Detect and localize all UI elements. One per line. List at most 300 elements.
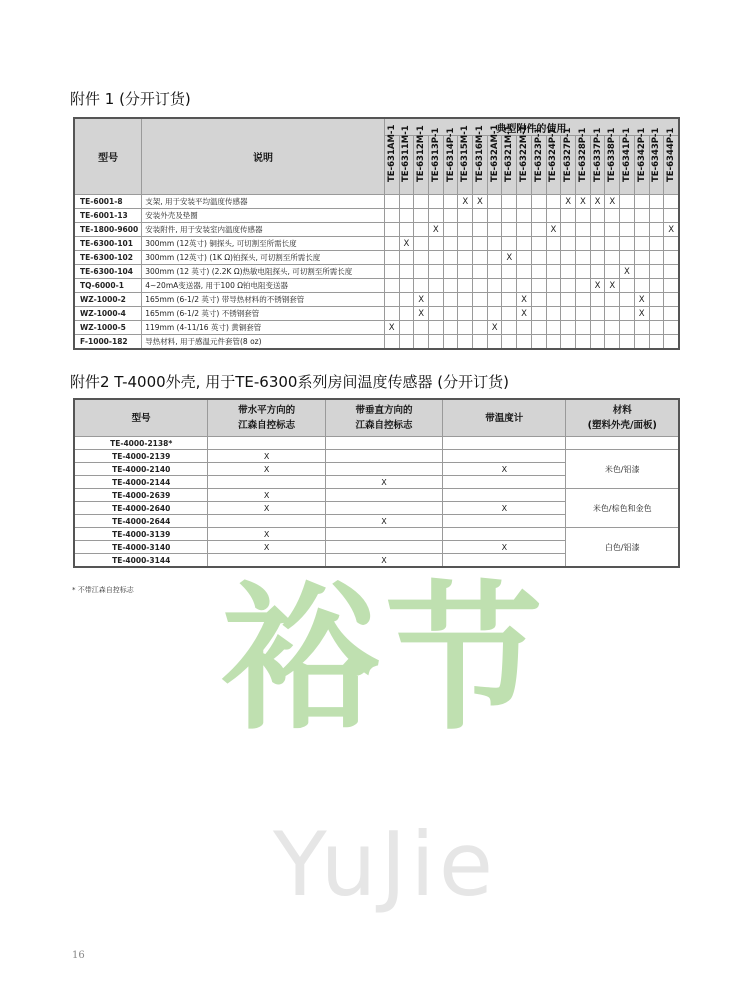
table-row xyxy=(74,437,679,450)
mark-cell xyxy=(399,279,414,293)
table-row xyxy=(74,209,679,223)
model-cell: TE-4000-2639 xyxy=(74,489,208,502)
model-cell: WZ-1000-2 xyxy=(74,293,142,307)
table-row xyxy=(74,450,679,463)
description-cell: 119mm (4-11/16 英寸) 黄铜套管 xyxy=(142,321,385,335)
page-number: 16 xyxy=(72,950,85,961)
mark-cell xyxy=(517,335,532,350)
thermometer-cell: X xyxy=(443,463,566,476)
mark-cell xyxy=(458,223,473,237)
mark-cell xyxy=(487,307,502,321)
material-cell xyxy=(566,437,679,450)
mark-cell xyxy=(473,237,488,251)
mark-cell xyxy=(399,209,414,223)
mark-cell xyxy=(664,209,679,223)
watermark-latin-text: YuJie xyxy=(273,813,497,916)
mark-cell xyxy=(458,209,473,223)
mark-cell xyxy=(546,279,561,293)
accessories-table-2 xyxy=(73,398,680,568)
column-label: TE-6313P-1 xyxy=(430,127,441,182)
mark-cell xyxy=(576,335,591,350)
table-row xyxy=(74,251,679,265)
description-cell: 安装附件, 用于安装室内温度传感器 xyxy=(142,223,385,237)
table1-column-header xyxy=(664,127,679,195)
mark-cell xyxy=(399,335,414,350)
mark-cell xyxy=(384,335,399,350)
column-label: TE-632AM-1 xyxy=(489,124,500,182)
thermometer-cell xyxy=(443,489,566,502)
mark-cell xyxy=(487,279,502,293)
mark-cell xyxy=(487,335,502,350)
mark-cell xyxy=(605,209,620,223)
mark-cell xyxy=(443,293,458,307)
mark-cell: X xyxy=(590,195,605,209)
mark-cell xyxy=(443,265,458,279)
mark-cell xyxy=(487,209,502,223)
thermometer-cell: X xyxy=(443,541,566,554)
description-cell: 165mm (6-1/2 英寸) 带导热材料的不锈钢套管 xyxy=(142,293,385,307)
mark-cell xyxy=(443,335,458,350)
mark-cell xyxy=(605,223,620,237)
table1-column-header xyxy=(576,127,591,195)
table1-column-header xyxy=(620,127,635,195)
mark-cell: X xyxy=(487,321,502,335)
mark-cell xyxy=(590,335,605,350)
table1-header-description: 说明 xyxy=(142,118,385,195)
column-label: TE-6327P-1 xyxy=(563,127,574,182)
mark-cell xyxy=(428,293,443,307)
table1-header-model: 型号 xyxy=(74,118,142,195)
vertical-logo-cell: X xyxy=(325,515,442,528)
mark-cell xyxy=(561,293,576,307)
table2-header-model: 型号 xyxy=(74,399,208,437)
horizontal-logo-cell: X xyxy=(208,450,325,463)
mark-cell xyxy=(517,237,532,251)
column-label: TE-6311M-1 xyxy=(401,125,412,182)
model-cell: TE-6300-101 xyxy=(74,237,142,251)
table2-header-thermometer: 带温度计 xyxy=(443,399,566,437)
mark-cell xyxy=(649,209,664,223)
mark-cell xyxy=(546,307,561,321)
header-line: (塑料外壳/面板) xyxy=(587,420,657,431)
table1-column-header xyxy=(458,125,473,195)
mark-cell xyxy=(458,279,473,293)
mark-cell xyxy=(384,209,399,223)
mark-cell xyxy=(458,237,473,251)
mark-cell xyxy=(620,223,635,237)
mark-cell xyxy=(428,279,443,293)
mark-cell xyxy=(487,223,502,237)
mark-cell xyxy=(502,293,517,307)
mark-cell xyxy=(443,307,458,321)
vertical-logo-cell: X xyxy=(325,554,442,568)
column-label: TE-6338P-1 xyxy=(607,127,618,182)
table1-column-header xyxy=(487,124,502,195)
mark-cell xyxy=(384,251,399,265)
mark-cell xyxy=(473,293,488,307)
mark-cell: X xyxy=(664,223,679,237)
material-cell: 白色/铝漆 xyxy=(566,528,679,568)
mark-cell xyxy=(384,307,399,321)
description-cell: 安装外壳及垫圈 xyxy=(142,209,385,223)
mark-cell xyxy=(428,265,443,279)
mark-cell xyxy=(576,307,591,321)
mark-cell xyxy=(561,209,576,223)
horizontal-logo-cell: X xyxy=(208,489,325,502)
vertical-logo-cell: X xyxy=(325,476,442,489)
table-row xyxy=(74,293,679,307)
mark-cell xyxy=(428,209,443,223)
mark-cell xyxy=(399,195,414,209)
mark-cell xyxy=(590,321,605,335)
table1-column-header xyxy=(414,125,429,195)
mark-cell: X xyxy=(473,195,488,209)
table-row xyxy=(74,321,679,335)
mark-cell xyxy=(502,265,517,279)
mark-cell xyxy=(517,251,532,265)
column-label: TE-631AM-1 xyxy=(386,124,397,182)
mark-cell xyxy=(649,195,664,209)
description-cell: 导热材料, 用于感温元件套管(8 oz) xyxy=(142,335,385,350)
mark-cell xyxy=(576,223,591,237)
mark-cell xyxy=(605,237,620,251)
table1-column-header xyxy=(590,127,605,195)
mark-cell xyxy=(531,293,546,307)
mark-cell xyxy=(664,251,679,265)
mark-cell xyxy=(531,195,546,209)
mark-cell xyxy=(634,335,649,350)
mark-cell xyxy=(546,335,561,350)
model-cell: WZ-1000-5 xyxy=(74,321,142,335)
column-label: TE-6343P-1 xyxy=(651,127,662,182)
horizontal-logo-cell xyxy=(208,437,325,450)
material-cell: 米色/铝漆 xyxy=(566,450,679,489)
thermometer-cell xyxy=(443,554,566,568)
mark-cell xyxy=(546,237,561,251)
mark-cell: X xyxy=(605,195,620,209)
mark-cell xyxy=(664,321,679,335)
mark-cell xyxy=(605,335,620,350)
column-label: TE-6321M-1 xyxy=(504,125,515,182)
vertical-logo-cell xyxy=(325,541,442,554)
mark-cell xyxy=(399,321,414,335)
table1-column-header xyxy=(399,125,414,195)
mark-cell xyxy=(531,237,546,251)
model-cell: TE-4000-3144 xyxy=(74,554,208,568)
vertical-logo-cell xyxy=(325,450,442,463)
table1-column-header xyxy=(428,127,443,195)
mark-cell xyxy=(473,265,488,279)
mark-cell: X xyxy=(590,279,605,293)
table1-column-header xyxy=(605,127,620,195)
description-cell: 165mm (6-1/2 英寸) 不锈钢套管 xyxy=(142,307,385,321)
vertical-logo-cell xyxy=(325,437,442,450)
table-row xyxy=(74,307,679,321)
table-row xyxy=(74,279,679,293)
header-line: 带水平方向的 xyxy=(238,405,296,416)
mark-cell: X xyxy=(458,195,473,209)
mark-cell xyxy=(590,293,605,307)
mark-cell xyxy=(576,293,591,307)
mark-cell xyxy=(531,251,546,265)
model-cell: TE-6001-13 xyxy=(74,209,142,223)
thermometer-cell xyxy=(443,528,566,541)
table1-column-header xyxy=(546,127,561,195)
mark-cell xyxy=(502,209,517,223)
horizontal-logo-cell: X xyxy=(208,502,325,515)
column-label: TE-6342P-1 xyxy=(636,127,647,182)
mark-cell xyxy=(443,321,458,335)
column-label: TE-6323P-1 xyxy=(533,127,544,182)
mark-cell xyxy=(414,265,429,279)
table1-column-header xyxy=(443,127,458,195)
mark-cell xyxy=(649,251,664,265)
mark-cell xyxy=(473,251,488,265)
header-line: 江森自控标志 xyxy=(355,420,413,431)
mark-cell: X xyxy=(605,279,620,293)
mark-cell xyxy=(502,195,517,209)
mark-cell xyxy=(384,293,399,307)
model-cell: F-1000-182 xyxy=(74,335,142,350)
horizontal-logo-cell: X xyxy=(208,528,325,541)
mark-cell xyxy=(664,265,679,279)
mark-cell xyxy=(531,279,546,293)
column-label: TE-6314P-1 xyxy=(445,127,456,182)
mark-cell xyxy=(384,279,399,293)
header-line: 材料 xyxy=(612,405,632,416)
mark-cell: X xyxy=(576,195,591,209)
description-cell: 300mm (12 英寸) (2.2K Ω)热敏电阻探头, 可切割至所需长度 xyxy=(142,265,385,279)
table1-column-header xyxy=(649,127,664,195)
mark-cell xyxy=(590,265,605,279)
horizontal-logo-cell: X xyxy=(208,463,325,476)
mark-cell xyxy=(502,307,517,321)
mark-cell: X xyxy=(502,251,517,265)
mark-cell xyxy=(384,195,399,209)
mark-cell xyxy=(634,195,649,209)
mark-cell xyxy=(649,223,664,237)
mark-cell xyxy=(517,321,532,335)
vertical-logo-cell xyxy=(325,463,442,476)
mark-cell xyxy=(487,237,502,251)
description-cell: 支架, 用于安装平均温度传感器 xyxy=(142,195,385,209)
model-cell: TE-4000-3140 xyxy=(74,541,208,554)
mark-cell xyxy=(576,279,591,293)
mark-cell xyxy=(428,195,443,209)
table1-title: 附件 1 (分开订货) xyxy=(70,90,191,108)
table-row xyxy=(74,223,679,237)
mark-cell xyxy=(620,251,635,265)
column-label: TE-6312M-1 xyxy=(416,125,427,182)
watermark-logo-text: 裕节 xyxy=(221,568,549,752)
mark-cell xyxy=(561,251,576,265)
table1-column-header xyxy=(531,127,546,195)
mark-cell: X xyxy=(517,293,532,307)
model-cell: TE-6300-104 xyxy=(74,265,142,279)
table-row xyxy=(74,195,679,209)
model-cell: TQ-6000-1 xyxy=(74,279,142,293)
table1-column-header xyxy=(561,127,576,195)
model-cell: TE-4000-2144 xyxy=(74,476,208,489)
mark-cell xyxy=(443,251,458,265)
mark-cell xyxy=(561,279,576,293)
mark-cell xyxy=(414,209,429,223)
mark-cell xyxy=(399,293,414,307)
table1-column-header xyxy=(517,125,532,195)
table2-header-material xyxy=(566,399,679,437)
table1-header-typical-use: 典型附件的使用 xyxy=(384,118,679,136)
mark-cell xyxy=(458,335,473,350)
column-label: TE-6315M-1 xyxy=(460,125,471,182)
horizontal-logo-cell xyxy=(208,554,325,568)
vertical-logo-cell xyxy=(325,489,442,502)
model-cell: TE-4000-3139 xyxy=(74,528,208,541)
mark-cell xyxy=(634,251,649,265)
mark-cell xyxy=(517,279,532,293)
mark-cell xyxy=(664,307,679,321)
mark-cell xyxy=(531,335,546,350)
mark-cell xyxy=(561,265,576,279)
table-row xyxy=(74,335,679,350)
mark-cell xyxy=(531,265,546,279)
model-cell: TE-6300-102 xyxy=(74,251,142,265)
mark-cell xyxy=(473,335,488,350)
mark-cell xyxy=(414,279,429,293)
mark-cell xyxy=(487,251,502,265)
table1-column-header xyxy=(473,125,488,195)
mark-cell xyxy=(634,279,649,293)
mark-cell xyxy=(546,293,561,307)
mark-cell xyxy=(384,237,399,251)
mark-cell xyxy=(502,223,517,237)
mark-cell xyxy=(473,209,488,223)
mark-cell: X xyxy=(384,321,399,335)
model-cell: TE-4000-2140 xyxy=(74,463,208,476)
mark-cell xyxy=(664,279,679,293)
model-cell: WZ-1000-4 xyxy=(74,307,142,321)
mark-cell xyxy=(428,237,443,251)
mark-cell xyxy=(634,321,649,335)
mark-cell xyxy=(561,237,576,251)
mark-cell xyxy=(428,307,443,321)
table2-header-horizontal-logo xyxy=(208,399,325,437)
mark-cell xyxy=(664,335,679,350)
column-label: TE-6337P-1 xyxy=(592,127,603,182)
mark-cell xyxy=(649,265,664,279)
horizontal-logo-cell xyxy=(208,515,325,528)
mark-cell xyxy=(546,209,561,223)
mark-cell xyxy=(458,307,473,321)
table-row xyxy=(74,237,679,251)
mark-cell xyxy=(502,237,517,251)
mark-cell xyxy=(443,237,458,251)
mark-cell xyxy=(590,307,605,321)
mark-cell xyxy=(399,265,414,279)
mark-cell xyxy=(590,237,605,251)
mark-cell xyxy=(443,195,458,209)
table-row xyxy=(74,489,679,502)
model-cell: TE-4000-2640 xyxy=(74,502,208,515)
mark-cell xyxy=(620,335,635,350)
mark-cell xyxy=(576,209,591,223)
mark-cell xyxy=(664,195,679,209)
mark-cell xyxy=(620,279,635,293)
mark-cell xyxy=(561,335,576,350)
mark-cell: X xyxy=(414,293,429,307)
mark-cell xyxy=(473,321,488,335)
mark-cell xyxy=(487,265,502,279)
table2-title: 附件2 T-4000外壳, 用于TE-6300系列房间温度传感器 (分开订货) xyxy=(70,373,509,391)
mark-cell xyxy=(502,321,517,335)
mark-cell xyxy=(590,209,605,223)
model-cell: TE-4000-2139 xyxy=(74,450,208,463)
mark-cell: X xyxy=(414,307,429,321)
vertical-logo-cell xyxy=(325,528,442,541)
table2-header-vertical-logo xyxy=(325,399,442,437)
model-cell: TE-4000-2138* xyxy=(74,437,208,450)
column-label: TE-6316M-1 xyxy=(474,125,485,182)
mark-cell xyxy=(605,321,620,335)
mark-cell xyxy=(634,265,649,279)
mark-cell xyxy=(531,209,546,223)
mark-cell xyxy=(546,321,561,335)
mark-cell xyxy=(502,335,517,350)
table1-column-header xyxy=(634,127,649,195)
mark-cell xyxy=(414,237,429,251)
column-label: TE-6328P-1 xyxy=(577,127,588,182)
description-cell: 300mm (12英寸) 铜探头, 可切割至所需长度 xyxy=(142,237,385,251)
mark-cell xyxy=(561,223,576,237)
table-row xyxy=(74,265,679,279)
mark-cell xyxy=(517,195,532,209)
mark-cell xyxy=(620,307,635,321)
horizontal-logo-cell: X xyxy=(208,541,325,554)
mark-cell xyxy=(590,223,605,237)
column-label: TE-6344P-1 xyxy=(666,127,677,182)
mark-cell xyxy=(531,223,546,237)
mark-cell xyxy=(458,265,473,279)
mark-cell xyxy=(620,209,635,223)
material-cell: 米色/棕色和金色 xyxy=(566,489,679,528)
table1-body xyxy=(74,195,679,350)
mark-cell: X xyxy=(428,223,443,237)
mark-cell xyxy=(399,307,414,321)
mark-cell xyxy=(443,209,458,223)
column-label: TE-6322M-1 xyxy=(519,125,530,182)
mark-cell xyxy=(414,251,429,265)
mark-cell xyxy=(517,265,532,279)
mark-cell xyxy=(428,251,443,265)
mark-cell xyxy=(634,209,649,223)
mark-cell xyxy=(649,293,664,307)
mark-cell xyxy=(458,321,473,335)
mark-cell xyxy=(620,321,635,335)
mark-cell xyxy=(473,223,488,237)
table-row xyxy=(74,528,679,541)
mark-cell xyxy=(414,321,429,335)
mark-cell xyxy=(576,237,591,251)
mark-cell: X xyxy=(634,307,649,321)
header-line: 江森自控标志 xyxy=(238,420,296,431)
model-cell: TE-1800-9600 xyxy=(74,223,142,237)
mark-cell xyxy=(620,237,635,251)
column-label: TE-6341P-1 xyxy=(621,127,632,182)
mark-cell xyxy=(605,251,620,265)
mark-cell xyxy=(487,195,502,209)
mark-cell xyxy=(399,251,414,265)
mark-cell: X xyxy=(620,265,635,279)
mark-cell xyxy=(605,293,620,307)
